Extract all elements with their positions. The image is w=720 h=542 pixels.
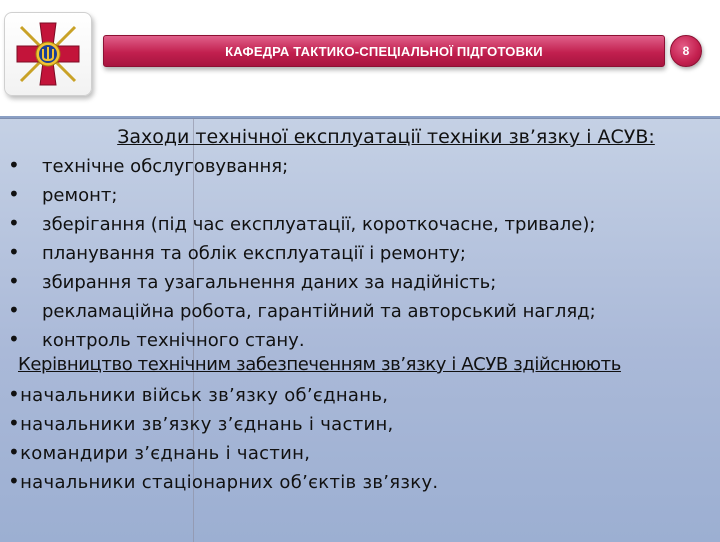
list-item-text: начальники зв’язку з’єднань і частин,: [20, 414, 394, 435]
list-item-text: технічне обслуговування;: [42, 156, 289, 177]
bullet-icon: •: [8, 269, 20, 293]
list-item-text: ремонт;: [42, 185, 118, 206]
list-item-text: рекламаційна робота, гарантійний та авторський нагляд;: [42, 301, 596, 322]
bullet-icon: •: [8, 211, 20, 235]
list-item: [8, 380, 438, 409]
bullet-icon: •: [8, 382, 21, 406]
bullet-icon: •: [8, 327, 20, 351]
logo-frame: [4, 12, 92, 96]
top-guide-line: [0, 118, 720, 119]
list-item: [8, 267, 596, 296]
list-item: [8, 296, 596, 325]
list-item-text: збирання та узагальнення даних за надійність;: [42, 272, 497, 293]
measures-heading-text: Заходи технічної експлуатації техніки зв’язку і АСУВ:: [117, 126, 655, 148]
bullet-icon: •: [8, 440, 21, 464]
title-bar: [103, 35, 665, 67]
list-item-text: начальники військ зв’язку об’єднань,: [20, 385, 389, 406]
list-item: [8, 325, 596, 354]
page-number: 8: [682, 44, 690, 58]
management-heading: Керівництво технічним забезпеченням зв’язку і АСУВ здійснюють: [18, 354, 621, 375]
list-item: [8, 438, 438, 467]
list-item-text: контроль технічного стану.: [42, 330, 305, 351]
bullet-icon: •: [8, 153, 20, 177]
content-panel: [0, 116, 720, 542]
list-item-text: начальники стаціонарних об’єктів зв’язку.: [20, 472, 439, 493]
page-number-badge: [670, 35, 702, 67]
list-item-text: командири з’єднань і частин,: [20, 443, 311, 464]
list-item: [8, 467, 438, 496]
list-item: [8, 209, 596, 238]
list-item: [8, 238, 596, 267]
bullet-icon: •: [8, 298, 20, 322]
list-item-text: планування та облік експлуатації і ремонту;: [42, 243, 466, 264]
list-item-text: зберігання (під час експлуатації, короткочасне, тривале);: [42, 214, 596, 235]
managers-list: [8, 380, 438, 496]
bullet-icon: •: [8, 411, 21, 435]
list-item: [8, 409, 438, 438]
bullet-icon: •: [8, 240, 20, 264]
title-text: КАФЕДРА ТАКТИКО-СПЕЦІАЛЬНОЇ ПІДГОТОВКИ: [225, 43, 543, 59]
bullet-icon: •: [8, 182, 20, 206]
armed-forces-emblem-icon: [13, 19, 83, 89]
bullet-icon: •: [8, 469, 21, 493]
measures-list: [8, 151, 596, 354]
list-item: [8, 180, 596, 209]
measures-heading: [0, 126, 720, 148]
list-item: [8, 151, 596, 180]
